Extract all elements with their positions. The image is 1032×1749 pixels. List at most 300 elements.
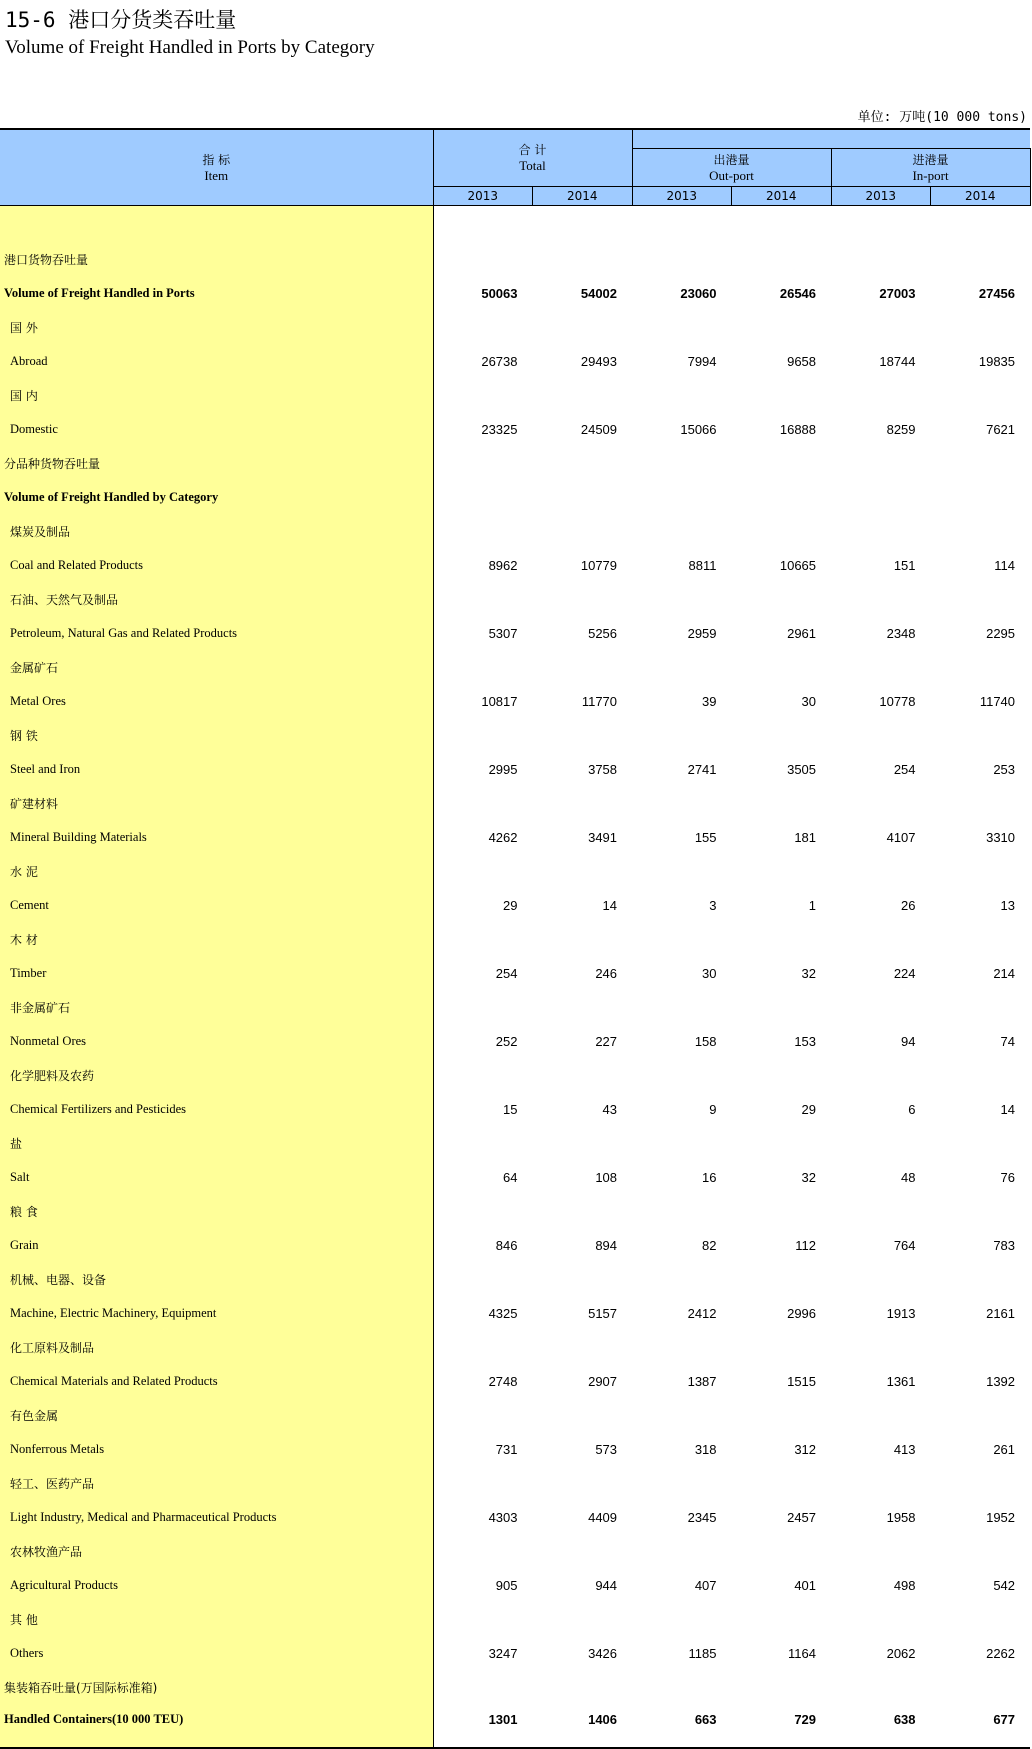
value-cell <box>732 1126 832 1160</box>
row-label: Volume of Freight Handled in Ports <box>0 276 433 310</box>
value-cell <box>533 378 633 412</box>
value-cell <box>533 922 633 956</box>
value-cell <box>632 1262 732 1296</box>
table-row <box>0 1296 1030 1330</box>
table-body <box>0 206 1030 1749</box>
value-cell: 2345 <box>687 1509 717 1525</box>
value-cell: 9 <box>709 1101 717 1117</box>
value-cell <box>931 1466 1031 1500</box>
value-cell: 1164 <box>788 1645 817 1661</box>
value-cell: 3505 <box>787 761 817 777</box>
value-cell <box>831 242 931 276</box>
table-row <box>0 1568 1030 1602</box>
row-label: Coal and Related Products <box>0 548 433 582</box>
header-year: 2013 <box>632 187 732 206</box>
value-cell: 11770 <box>581 693 618 709</box>
value-cell <box>931 1262 1031 1296</box>
value-cell: 181 <box>794 829 817 845</box>
value-cell: 2741 <box>687 761 717 777</box>
value-cell: 407 <box>694 1577 717 1593</box>
spacer-cell <box>0 206 433 243</box>
value-cell <box>533 1126 633 1160</box>
value-cell <box>732 1058 832 1092</box>
row-label: 集装箱吞吐量(万国际标准箱) <box>0 1670 433 1704</box>
value-cell <box>831 310 931 344</box>
value-cell <box>732 480 832 514</box>
value-cell: 26546 <box>779 285 817 301</box>
table-row <box>0 1398 1030 1432</box>
row-label: 化工原料及制品 <box>0 1330 433 1364</box>
value-cell: 254 <box>495 965 518 981</box>
value-cell <box>433 650 533 684</box>
table-row <box>0 1262 1030 1296</box>
value-cell: 638 <box>831 1704 931 1748</box>
row-label: 金属矿石 <box>0 650 433 684</box>
value-cell: 1392 <box>986 1373 1016 1389</box>
value-cell: 54002 <box>580 285 618 301</box>
value-cell: 731 <box>495 1441 518 1457</box>
value-cell: 246 <box>595 965 618 981</box>
value-cell <box>632 990 732 1024</box>
value-cell <box>533 1398 633 1432</box>
value-cell <box>433 1126 533 1160</box>
value-cell <box>433 1670 533 1704</box>
unit-note: 单位: 万吨(10 000 tons) <box>857 110 1027 125</box>
value-cell: 214 <box>993 965 1016 981</box>
value-cell <box>931 990 1031 1024</box>
value-cell <box>433 378 533 412</box>
value-cell: 19835 <box>978 353 1016 369</box>
value-cell <box>632 378 732 412</box>
value-cell <box>533 446 633 480</box>
value-cell: 2961 <box>787 625 817 641</box>
table-row <box>0 922 1030 956</box>
row-label: 煤炭及制品 <box>0 514 433 548</box>
value-cell: 64 <box>503 1169 518 1185</box>
row-label: Others <box>0 1636 433 1670</box>
value-cell <box>632 480 732 514</box>
table-row <box>0 1432 1030 1466</box>
value-cell: 112 <box>795 1237 817 1253</box>
value-cell <box>732 1466 832 1500</box>
value-cell <box>831 718 931 752</box>
value-cell: 1387 <box>687 1373 717 1389</box>
value-cell: 4325 <box>488 1305 518 1321</box>
table-row <box>0 378 1030 412</box>
value-cell <box>732 310 832 344</box>
value-cell <box>533 1058 633 1092</box>
header-total-cn: 合 计 <box>518 143 547 157</box>
header-total <box>433 129 632 187</box>
value-cell <box>732 786 832 820</box>
value-cell <box>931 854 1031 888</box>
value-cell: 1958 <box>886 1509 916 1525</box>
value-cell: 1406 <box>533 1704 633 1748</box>
row-label: 分品种货物吞吐量 <box>0 446 433 480</box>
header-year: 2013 <box>433 187 533 206</box>
value-cell <box>632 1466 732 1500</box>
value-cell <box>433 1602 533 1636</box>
value-cell <box>533 480 633 514</box>
value-cell: 542 <box>993 1577 1016 1593</box>
value-cell: 26 <box>901 897 916 913</box>
value-cell: 224 <box>893 965 916 981</box>
table-row <box>0 650 1030 684</box>
row-label: Domestic <box>0 412 433 446</box>
value-cell: 573 <box>595 1441 618 1457</box>
value-cell: 39 <box>702 693 717 709</box>
table-row <box>0 1160 1030 1194</box>
table-row <box>0 1602 1030 1636</box>
row-label: 粮 食 <box>0 1194 433 1228</box>
value-cell: 2412 <box>687 1305 717 1321</box>
table-row <box>0 718 1030 752</box>
value-cell: 43 <box>602 1101 618 1117</box>
value-cell: 1301 <box>433 1704 533 1748</box>
value-cell: 94 <box>901 1033 916 1049</box>
value-cell <box>931 1330 1031 1364</box>
row-label: Steel and Iron <box>0 752 433 786</box>
value-cell: 7621 <box>986 421 1016 437</box>
value-cell <box>632 242 732 276</box>
value-cell <box>433 718 533 752</box>
value-cell <box>931 786 1031 820</box>
value-cell: 413 <box>893 1441 916 1457</box>
row-label: 轻工、医药产品 <box>0 1466 433 1500</box>
row-label: Metal Ores <box>0 684 433 718</box>
table-row <box>0 854 1030 888</box>
table-row <box>0 684 1030 718</box>
value-cell: 1913 <box>886 1305 916 1321</box>
header-year: 2014 <box>533 187 633 206</box>
row-label: Petroleum, Natural Gas and Related Products <box>0 616 433 650</box>
value-cell <box>931 310 1031 344</box>
value-cell <box>732 514 832 548</box>
table-row <box>0 1194 1030 1228</box>
value-cell <box>831 1602 931 1636</box>
value-cell <box>533 242 633 276</box>
table-row <box>0 1058 1030 1092</box>
value-cell: 2995 <box>488 761 518 777</box>
value-cell <box>632 786 732 820</box>
value-cell <box>831 1534 931 1568</box>
value-cell: 1515 <box>787 1373 817 1389</box>
value-cell <box>433 990 533 1024</box>
value-cell <box>931 718 1031 752</box>
value-cell <box>632 582 732 616</box>
value-cell <box>433 582 533 616</box>
value-cell: 29 <box>801 1101 817 1117</box>
value-cell: 2062 <box>886 1645 916 1661</box>
header-inport-cn: 进港量 <box>912 152 949 167</box>
value-cell <box>931 242 1031 276</box>
value-cell: 783 <box>993 1237 1016 1253</box>
value-cell: 16888 <box>779 421 817 437</box>
page-subtitle: Volume of Freight Handled in Ports by Category <box>5 37 375 58</box>
header-outport-cn: 出港量 <box>713 152 750 167</box>
value-cell: 2161 <box>986 1305 1016 1321</box>
value-cell <box>931 1058 1031 1092</box>
value-cell: 10779 <box>580 557 618 573</box>
value-cell: 15 <box>503 1101 518 1117</box>
value-cell <box>831 1058 931 1092</box>
value-cell <box>533 1670 633 1704</box>
value-cell: 74 <box>1000 1033 1016 1049</box>
header-outport <box>632 149 831 187</box>
value-cell: 5157 <box>588 1305 618 1321</box>
value-cell: 2996 <box>787 1305 817 1321</box>
value-cell <box>732 1262 832 1296</box>
value-cell: 2295 <box>986 625 1016 641</box>
row-label: Timber <box>0 956 433 990</box>
value-cell <box>931 446 1031 480</box>
value-cell: 3310 <box>986 829 1016 845</box>
value-cell: 18744 <box>879 353 916 369</box>
table-row <box>0 1534 1030 1568</box>
spacer-cell <box>433 206 1030 243</box>
value-cell <box>533 990 633 1024</box>
table-row <box>0 990 1030 1024</box>
value-cell: 3 <box>709 897 717 913</box>
table-row <box>0 786 1030 820</box>
table-row <box>0 548 1030 582</box>
value-cell: 729 <box>732 1704 832 1748</box>
row-label: 化学肥料及农药 <box>0 1058 433 1092</box>
value-cell <box>433 514 533 548</box>
value-cell: 50063 <box>481 285 518 301</box>
value-cell: 894 <box>595 1237 618 1253</box>
value-cell: 3758 <box>588 761 618 777</box>
value-cell <box>533 1602 633 1636</box>
table-row <box>0 582 1030 616</box>
value-cell: 5256 <box>588 625 618 641</box>
row-label: 有色金属 <box>0 1398 433 1432</box>
row-label: Abroad <box>0 344 433 378</box>
value-cell <box>831 514 931 548</box>
value-cell <box>732 1330 832 1364</box>
page-title: 15-6 港口分货类吞吐量 <box>5 8 237 32</box>
value-cell: 10817 <box>481 693 518 709</box>
value-cell <box>732 718 832 752</box>
value-cell <box>831 582 931 616</box>
table-row <box>0 1024 1030 1058</box>
value-cell <box>732 922 832 956</box>
value-cell <box>931 1670 1031 1704</box>
value-cell: 2457 <box>787 1509 817 1525</box>
value-cell <box>831 1670 931 1704</box>
value-cell <box>533 854 633 888</box>
value-cell <box>433 1058 533 1092</box>
value-cell: 2262 <box>986 1645 1016 1661</box>
header-inport-en: In-port <box>912 167 949 183</box>
value-cell: 155 <box>694 829 717 845</box>
value-cell <box>533 786 633 820</box>
row-label: 矿建材料 <box>0 786 433 820</box>
value-cell <box>632 1330 732 1364</box>
row-label: Mineral Building Materials <box>0 820 433 854</box>
value-cell: 498 <box>893 1577 916 1593</box>
header-item <box>0 129 433 206</box>
value-cell: 4107 <box>886 829 916 845</box>
value-cell: 8811 <box>688 557 717 573</box>
header-item-cn: 指 标 <box>202 152 231 167</box>
value-cell: 3247 <box>488 1645 518 1661</box>
row-label: 机械、电器、设备 <box>0 1262 433 1296</box>
value-cell: 11740 <box>979 693 1016 709</box>
value-cell: 153 <box>794 1033 817 1049</box>
header-inport <box>831 149 1030 187</box>
table-row <box>0 480 1030 514</box>
value-cell <box>931 650 1031 684</box>
row-label: Grain <box>0 1228 433 1262</box>
value-cell: 4409 <box>588 1509 618 1525</box>
value-cell: 1 <box>808 897 817 913</box>
value-cell: 27003 <box>879 285 916 301</box>
row-label: Light Industry, Medical and Pharmaceutical Products <box>0 1500 433 1534</box>
row-label: Nonferrous Metals <box>0 1432 433 1466</box>
value-cell: 30 <box>801 693 817 709</box>
value-cell: 2348 <box>886 625 916 641</box>
value-cell <box>931 1194 1031 1228</box>
row-label: 钢 铁 <box>0 718 433 752</box>
value-cell <box>732 378 832 412</box>
value-cell: 23325 <box>481 421 518 437</box>
value-cell: 4262 <box>488 829 518 845</box>
value-cell <box>433 1466 533 1500</box>
value-cell: 9658 <box>787 353 817 369</box>
value-cell <box>931 378 1031 412</box>
value-cell <box>533 514 633 548</box>
value-cell <box>533 582 633 616</box>
value-cell: 14 <box>602 897 618 913</box>
value-cell <box>533 718 633 752</box>
value-cell <box>732 1670 832 1704</box>
table-row <box>0 412 1030 446</box>
value-cell: 2748 <box>488 1373 518 1389</box>
row-label: 农林牧渔产品 <box>0 1534 433 1568</box>
table-row <box>0 242 1030 276</box>
value-cell <box>732 1398 832 1432</box>
value-cell: 252 <box>495 1033 518 1049</box>
value-cell <box>533 1262 633 1296</box>
row-label: 国 外 <box>0 310 433 344</box>
table-row <box>0 752 1030 786</box>
header-item-en: Item <box>204 167 229 183</box>
value-cell <box>433 1194 533 1228</box>
value-cell <box>632 446 732 480</box>
table-row <box>0 446 1030 480</box>
value-cell: 5307 <box>488 625 518 641</box>
value-cell: 16 <box>702 1169 717 1185</box>
value-cell <box>433 922 533 956</box>
row-label: 水 泥 <box>0 854 433 888</box>
value-cell <box>433 1262 533 1296</box>
value-cell <box>632 1126 732 1160</box>
value-cell <box>533 310 633 344</box>
row-label: 国 内 <box>0 378 433 412</box>
value-cell: 158 <box>694 1033 717 1049</box>
row-label: Nonmetal Ores <box>0 1024 433 1058</box>
value-cell <box>533 1534 633 1568</box>
table-row <box>0 616 1030 650</box>
value-cell <box>433 786 533 820</box>
row-label: 其 他 <box>0 1602 433 1636</box>
row-label: Handled Containers(10 000 TEU) <box>0 1704 433 1748</box>
value-cell <box>831 480 931 514</box>
value-cell: 7994 <box>687 353 717 369</box>
value-cell: 29493 <box>580 353 618 369</box>
value-cell <box>632 718 732 752</box>
table-row <box>0 1330 1030 1364</box>
table-row <box>0 1364 1030 1398</box>
table-row <box>0 276 1030 310</box>
freight-table <box>0 128 1031 1749</box>
value-cell <box>831 446 931 480</box>
value-cell: 944 <box>595 1577 618 1593</box>
value-cell: 677 <box>931 1704 1031 1748</box>
value-cell: 254 <box>893 761 916 777</box>
table-row <box>0 1466 1030 1500</box>
row-label: Chemical Materials and Related Products <box>0 1364 433 1398</box>
table-row <box>0 1670 1030 1704</box>
header-outport-en: Out-port <box>709 167 754 183</box>
value-cell: 48 <box>901 1169 916 1185</box>
value-cell <box>831 1126 931 1160</box>
table-row <box>0 1092 1030 1126</box>
value-cell <box>931 480 1031 514</box>
value-cell: 82 <box>702 1237 717 1253</box>
value-cell: 8962 <box>488 557 518 573</box>
value-cell: 6 <box>908 1101 916 1117</box>
value-cell: 2907 <box>588 1373 618 1389</box>
value-cell: 26738 <box>481 353 518 369</box>
value-cell: 151 <box>893 557 916 573</box>
value-cell <box>433 310 533 344</box>
value-cell <box>433 242 533 276</box>
value-cell <box>931 1602 1031 1636</box>
value-cell <box>831 1194 931 1228</box>
value-cell: 1952 <box>986 1509 1016 1525</box>
value-cell: 253 <box>993 761 1016 777</box>
value-cell <box>732 650 832 684</box>
value-cell <box>632 1058 732 1092</box>
value-cell: 3491 <box>588 829 618 845</box>
row-label: 港口货物吞吐量 <box>0 242 433 276</box>
table-row <box>0 1126 1030 1160</box>
value-cell: 401 <box>794 1577 817 1593</box>
row-label: 盐 <box>0 1126 433 1160</box>
row-label: Agricultural Products <box>0 1568 433 1602</box>
table-row <box>0 344 1030 378</box>
value-cell <box>931 1398 1031 1432</box>
value-cell <box>632 1398 732 1432</box>
table-row <box>0 1500 1030 1534</box>
row-label: 非金属矿石 <box>0 990 433 1024</box>
table-row <box>0 888 1030 922</box>
value-cell <box>931 514 1031 548</box>
table-row <box>0 514 1030 548</box>
row-label: Cement <box>0 888 433 922</box>
value-cell: 1361 <box>886 1373 916 1389</box>
row-label: Machine, Electric Machinery, Equipment <box>0 1296 433 1330</box>
row-label: Volume of Freight Handled by Category <box>0 480 433 514</box>
value-cell: 27456 <box>978 285 1016 301</box>
value-cell <box>632 1194 732 1228</box>
value-cell: 663 <box>632 1704 732 1748</box>
value-cell: 3426 <box>588 1645 618 1661</box>
value-cell: 23060 <box>680 285 717 301</box>
header-year: 2014 <box>931 187 1031 206</box>
